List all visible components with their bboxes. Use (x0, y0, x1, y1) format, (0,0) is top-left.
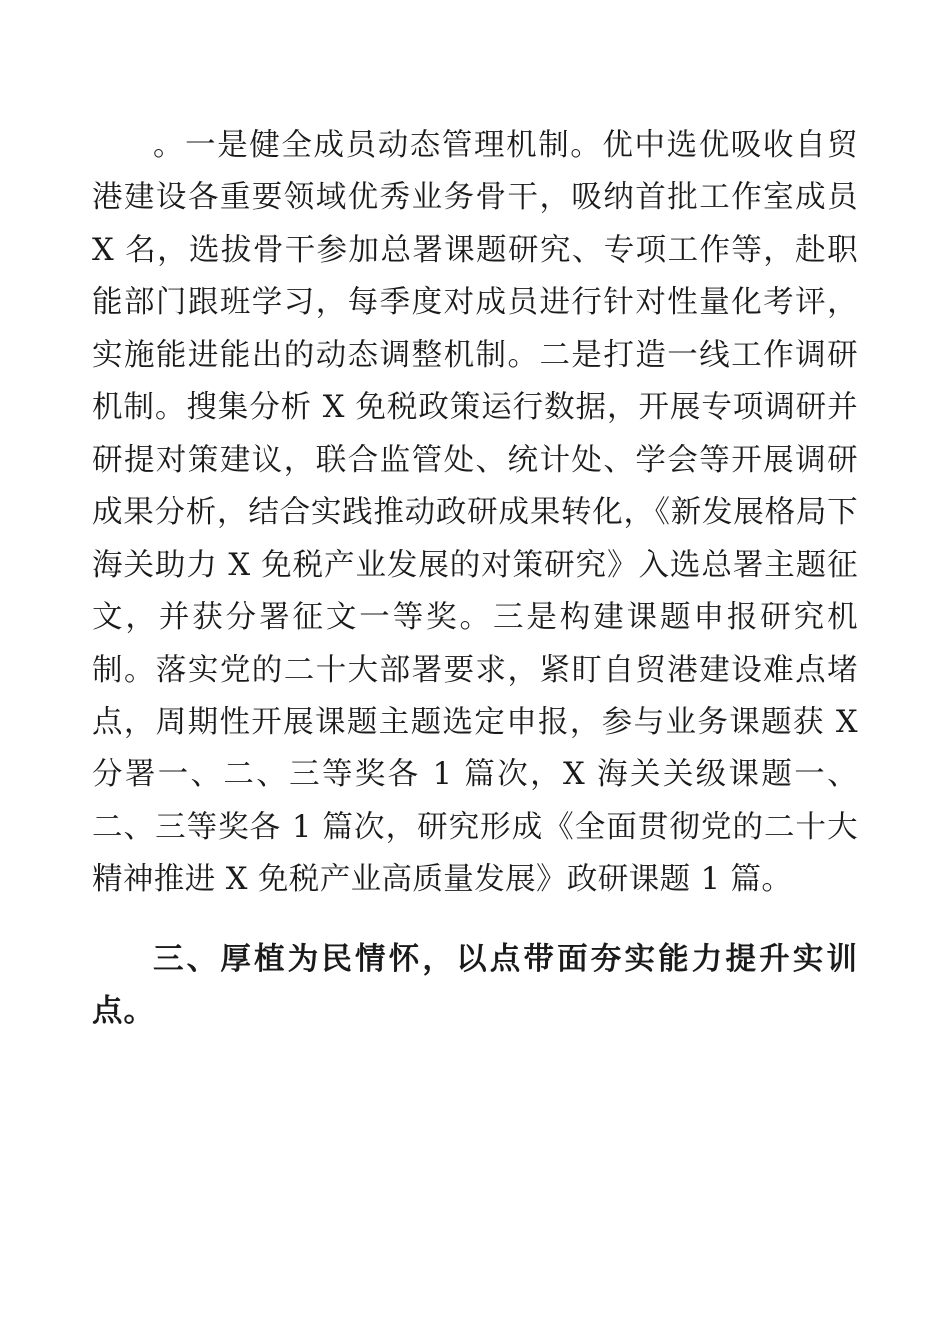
section-heading: 三、厚植为民情怀，以点带面夯实能力提升实训点。 (92, 940, 858, 1030)
body-paragraph: 。一是健全成员动态管理机制。优中选优吸收自贸港建设各重要领域优秀业务骨干，吸纳首批工作室成员 X 名，选拔骨干参加总署课题研究、专项工作等，赴职能部门跟班学习，每季度对成员进行针对性量化考评，实施能进能出的动态调整机制。二是打造一线工作调研机制。搜集分析 X 免税政策运行数据，开展专项调研并研提对策建议，联合监管处、统计处、学会等开展调研成果分析，结合实践推动政研成果转化，《新发展格局下海关助力 X 免税产业发展的对策研究》入选总署主题征文，并获分署征文一等奖。三是构建课题申报研究机制。落实党的二十大部署要求，紧盯自贸港建设难点堵点，周期性开展课题主题选定申报，参与业务课题获 X 分署一、二、三等奖各 1 篇次，X 海关关级课题一、二、三等奖各 1 篇次，研究形成《全面贯彻党的二十大精神推进 X 免税产业高质量发展》政研课题 1 篇。 (92, 128, 858, 898)
document-body (92, 120, 858, 1038)
